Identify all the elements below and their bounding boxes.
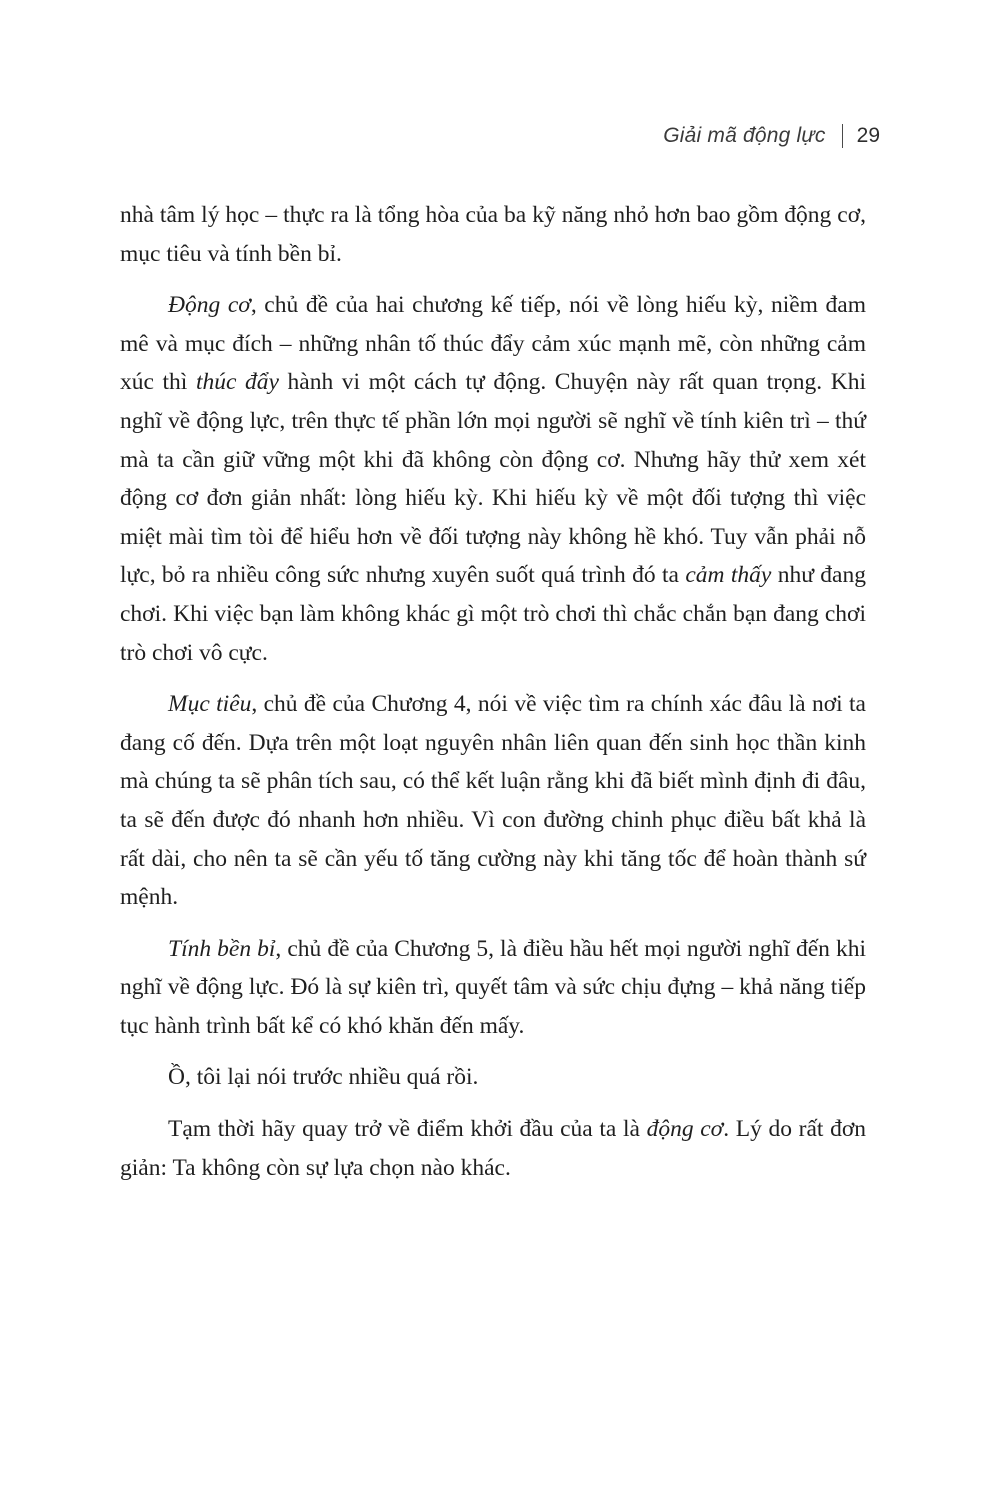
running-header-title: Giải mã động lực <box>663 124 826 147</box>
header-separator-line <box>842 124 843 148</box>
emphasized-text: cảm thấy <box>685 562 772 589</box>
paragraph <box>120 1058 866 1097</box>
text-run: như đang chơi. Khi việc bạn làm không khác gì một trò chơi thì chắc chắn bạn đang chơi trò chơi vô cực. <box>120 562 866 666</box>
text-run: hành vi một cách tự động. Chuyện này rất quan trọng. Khi nghĩ về động lực, trên thực tế phần lớn mọi người sẽ nghĩ về tính kiên trì – thứ mà ta cần giữ vững một khi đã không còn động cơ. Nhưng hãy thử xem xét động cơ đơn giản nhất: lòng hiếu kỳ. Khi hiếu kỳ về một đối tượng thì việc miệt mài tìm tòi để hiểu hơn về đối tượng này không hề khó. Tuy vẫn phải nỗ lực, bỏ ra nhiều công sức nhưng xuyên suốt quá trình đó ta <box>120 369 867 589</box>
text-run: , chủ đề của hai chương kế tiếp, nói về lòng hiếu kỳ, niềm đam mê và mục đích – những nhân tố thúc đẩy cảm xúc mạnh mẽ, còn những cảm xúc thì <box>120 292 867 396</box>
paragraph <box>120 196 866 273</box>
text-run: Tạm thời hãy quay trở về điểm khởi đầu của ta là <box>168 1116 647 1143</box>
paragraph <box>120 1110 866 1187</box>
text-run: nhà tâm lý học – thực ra là tổng hòa của ba kỹ năng nhỏ hơn bao gồm động cơ, mục tiêu và tính bền bỉ. <box>120 202 866 267</box>
paragraph <box>120 930 866 1046</box>
body-text <box>120 196 866 1200</box>
text-run: Ồ, tôi lại nói trước nhiều quá rồi. <box>168 1064 479 1091</box>
emphasized-text: Mục tiêu <box>168 691 252 718</box>
running-header <box>663 124 880 148</box>
emphasized-text: thúc đẩy <box>195 369 279 396</box>
text-run: , chủ đề của Chương 5, là điều hầu hết mọi người nghĩ đến khi nghĩ về động lực. Đó là sự kiên trì, quyết tâm và sức chịu đựng – khả năng tiếp tục hành trình bất kể có khó khăn đến mấy. <box>120 935 867 1039</box>
emphasized-text: Động cơ <box>168 292 251 319</box>
page-number: 29 <box>856 124 880 147</box>
text-run: . Lý do rất đơn giản: Ta không còn sự lựa chọn nào khác. <box>120 1116 866 1181</box>
emphasized-text: động cơ <box>646 1116 724 1143</box>
emphasized-text: Tính bền bỉ <box>168 935 276 962</box>
text-run: , chủ đề của Chương 4, nói về việc tìm ra chính xác đâu là nơi ta đang cố đến. Dựa trên một loạt nguyên nhân liên quan đến sinh học thần kinh mà chúng ta sẽ phân tích sau, có thể kết luận rằng khi đã biết mình định đi đâu, ta sẽ đến được đó nhanh hơn nhiều. Vì con đường chinh phục điều bất khả là rất dài, cho nên ta sẽ cần yếu tố tăng cường này khi tăng tốc để hoàn thành sứ mệnh. <box>120 691 866 911</box>
paragraph <box>120 286 866 672</box>
paragraph <box>120 685 866 917</box>
